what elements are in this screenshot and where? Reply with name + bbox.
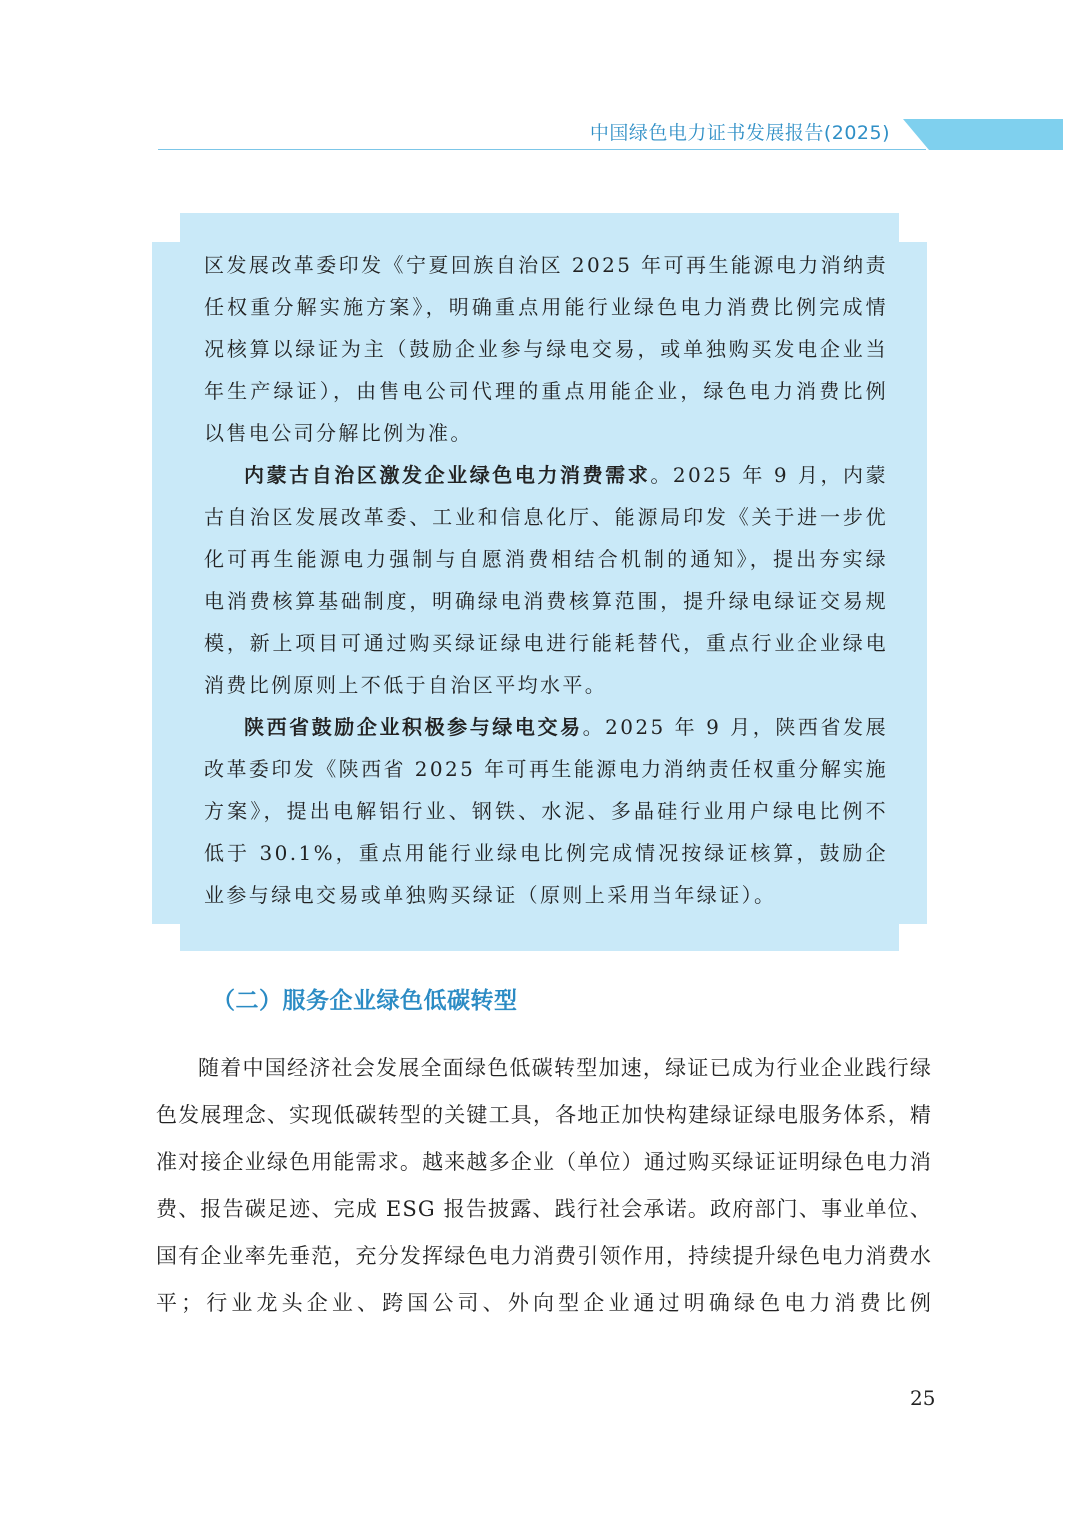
body-text: [156, 1045, 932, 1327]
callout-paragraph-shaanxi-heading: 陕西省鼓励企业积极参与绿电交易: [244, 715, 583, 739]
header-rule: [158, 149, 926, 150]
body-paragraph: 随着中国经济社会发展全面绿色低碳转型加速，绿证已成为行业企业践行绿色发展理念、实现低碳转型的关键工具，各地正加快构建绿证绿电服务体系，精准对接企业绿色用能需求。越来越多企业（单位）通过购买绿证证明绿色电力消费、报告碳足迹、完成 ESG 报告披露、践行社会承诺。政府部门、事业单位、国有企业率先垂范，充分发挥绿色电力消费引领作用，持续提升绿色电力消费水平；行业龙头企业、跨国公司、外向型企业通过明确绿色电力消费比例: [156, 1056, 932, 1315]
callout-paragraph-inner-mongolia-heading: 内蒙古自治区激发企业绿色电力消费需求: [244, 463, 651, 487]
page-number: 25: [910, 1386, 936, 1410]
callout-paragraph-ningxia: 区发展改革委印发《宁夏回族自治区 2025 年可再生能源电力消纳责任权重分解实施方案》，明确重点用能行业绿色电力消费比例完成情况核算以绿证为主（鼓励企业参与绿电交易，或单独购买发电企业当年生产绿证），由售电公司代理的重点用能企业，绿色电力消费比例以售电公司分解比例为准。: [204, 253, 888, 445]
running-header-title: 中国绿色电力证书发展报告(2025): [589, 122, 890, 144]
section-heading: （二）服务企业绿色低碳转型: [212, 988, 518, 1014]
callout-paragraph-inner-mongolia-text: 。2025 年 9 月，内蒙古自治区发展改革委、工业和信息化厅、能源局印发《关于进一步优化可再生能源电力强制与自愿消费相结合机制的通知》，提出夯实绿电消费核算基础制度，明确绿电消费核算范围，提升绿电绿证交易规模，新上项目可通过购买绿证绿电进行能耗替代，重点行业企业绿电消费比例原则上不低于自治区平均水平。: [204, 463, 889, 697]
callout-paragraph-shaanxi-text: 。2025 年 9 月，陕西省发展改革委印发《陕西省 2025 年可再生能源电力消纳责任权重分解实施方案》，提出电解铝行业、钢铁、水泥、多晶硅行业用户绿电比例不低于 30.1%，重点用能行业绿电比例完成情况按绿证核算，鼓励企业参与绿电交易或单独购买绿证（原则上采用当年绿证）。: [204, 715, 889, 907]
callout-paragraph-inner-mongolia: [204, 454, 888, 706]
callout-box-text: [204, 244, 888, 916]
header-accent-tab: [903, 119, 1063, 150]
callout-paragraph-shaanxi: [204, 706, 888, 916]
